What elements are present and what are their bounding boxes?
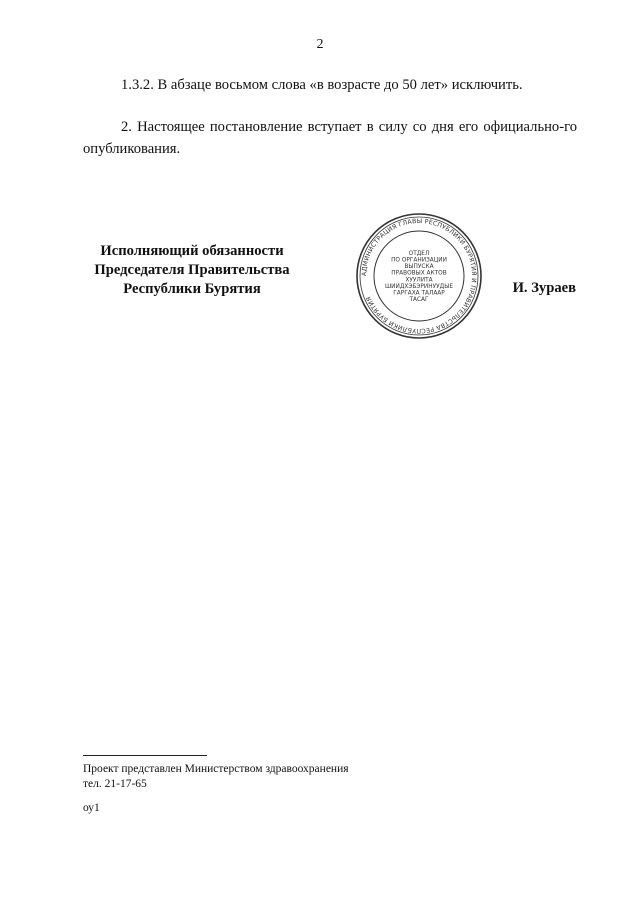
signatory-position-line-3: Республики Бурятия bbox=[123, 281, 261, 297]
footnote-code: оу1 bbox=[83, 802, 100, 814]
stamp-center-line: ВЫПУСКА bbox=[404, 264, 434, 271]
stamp-seal-graphic bbox=[355, 212, 483, 340]
official-stamp bbox=[355, 212, 483, 340]
stamp-center-line: ТАСАГ bbox=[409, 297, 429, 304]
stamp-center-line: ОТДЕЛ bbox=[408, 250, 430, 257]
page-number: 2 bbox=[316, 37, 324, 52]
stamp-center-line: ПО ОРГАНИЗАЦИИ bbox=[391, 257, 447, 264]
footnote-separator bbox=[83, 755, 207, 756]
signatory-position bbox=[70, 242, 314, 299]
stamp-center-line: ГАРГАХА ТАЛААР bbox=[393, 290, 445, 297]
paragraph-1-3-2: 1.3.2. В абзаце восьмом слова «в возрасте до 50 лет» исключить. bbox=[121, 77, 523, 93]
stamp-center-line: ПРАВОВЫХ АКТОВ bbox=[391, 270, 447, 277]
signatory-position-line-2: Председателя Правительства bbox=[94, 262, 290, 278]
paragraph-2: 2. Настоящее постановление вступает в силу со дня его официально-го опубликования. bbox=[83, 119, 577, 157]
footnote-submitted-by: Проект представлен Министерством здравоохранения bbox=[83, 763, 349, 775]
signatory-position-line-1: Исполняющий обязанности bbox=[100, 243, 284, 259]
svg-text:АДМИНИСТРАЦИЯ ГЛАВЫ РЕСПУБЛИКИ: АДМИНИСТРАЦИЯ ГЛАВЫ РЕСПУБЛИКИ БУРЯТИЯ И ПРАВИТЕЛЬСТВА РЕСПУБЛИКИ БУРЯТИЯ bbox=[360, 217, 478, 335]
footnote-phone: тел. 21-17-65 bbox=[83, 778, 147, 790]
stamp-center-line: ШИИДХЭБЭРИНУУДЫЕ bbox=[384, 283, 454, 290]
signatory-name: И. Зураев bbox=[512, 280, 576, 296]
stamp-center-line: ХУУЛИТА bbox=[405, 277, 433, 284]
